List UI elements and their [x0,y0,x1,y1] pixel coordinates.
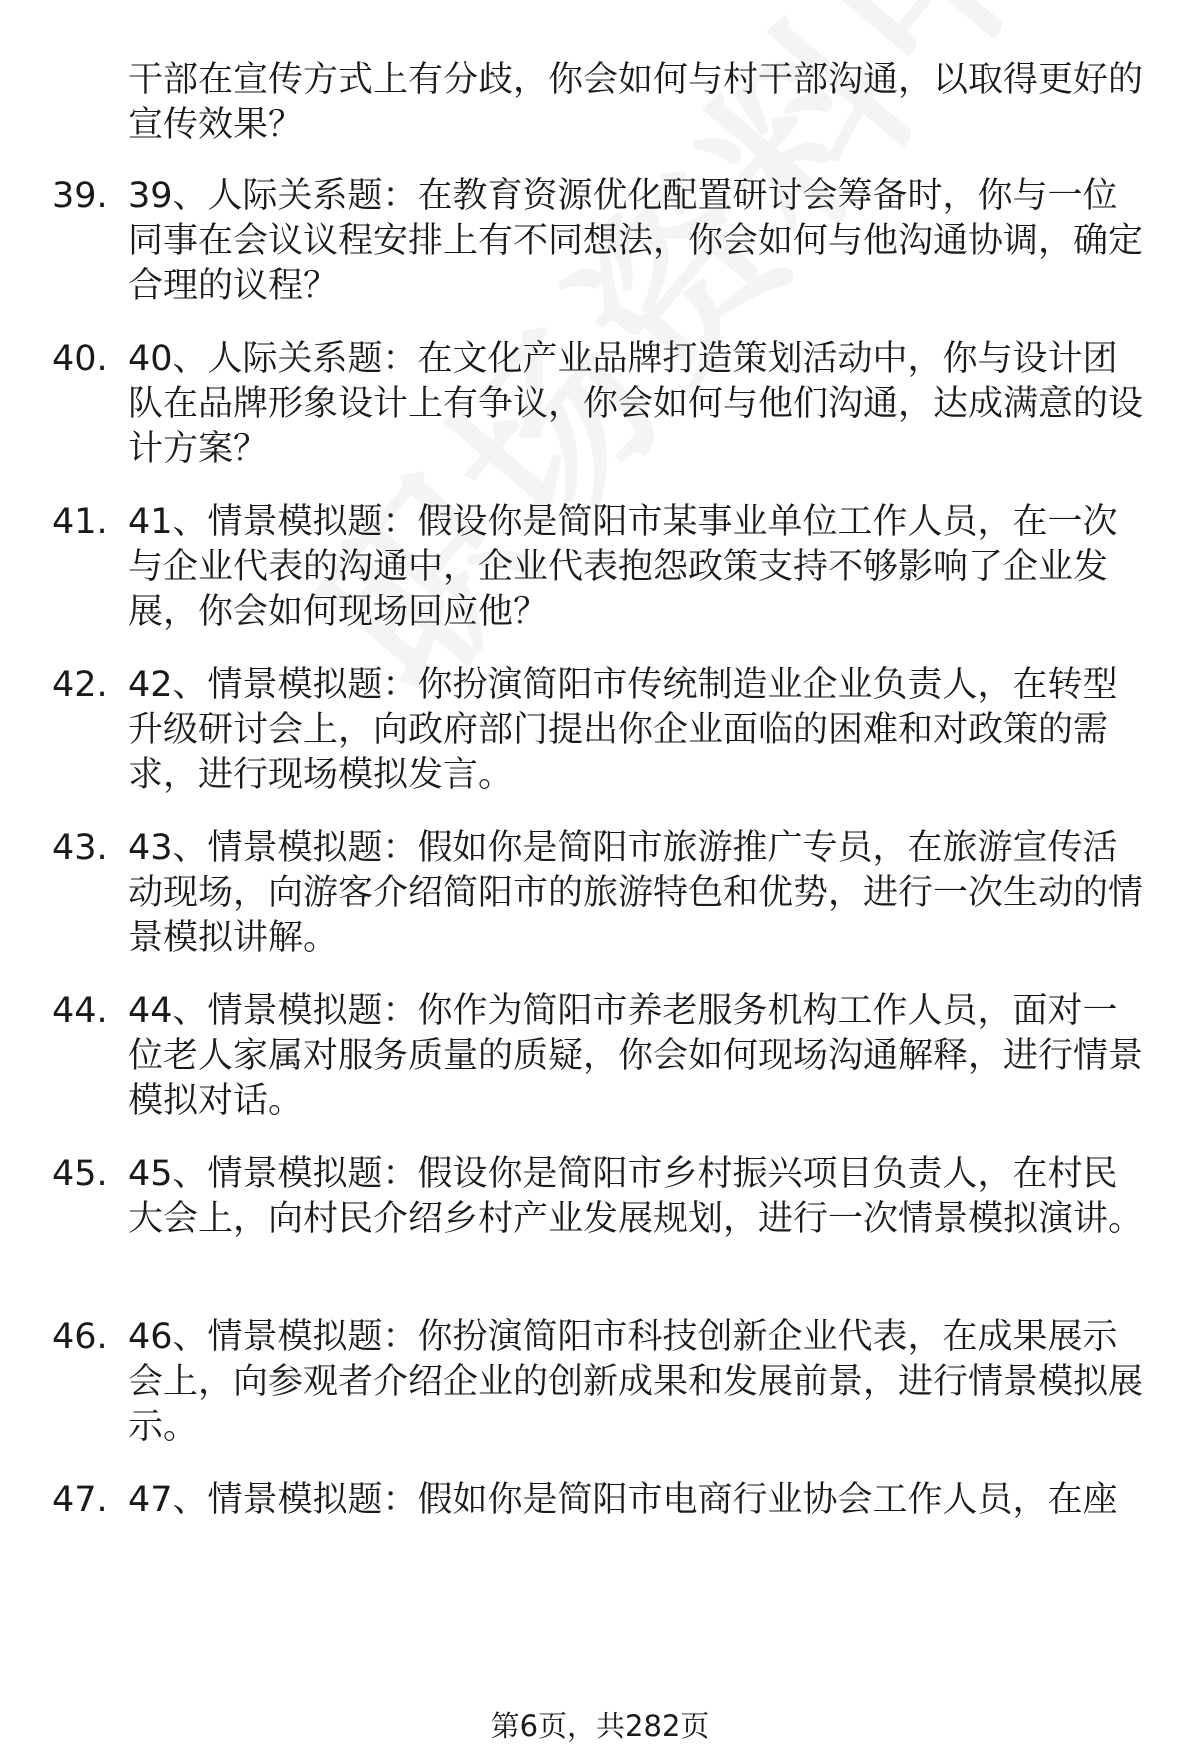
list-item-number: 45. [52,1154,108,1194]
list-item-number: 41. [52,502,108,542]
list-item-text: 43、情景模拟题：假如你是简阳市旅游推广专员，在旅游宣传活动现场，向游客介绍简阳市的旅游特色和优势，进行一次生动的情景模拟讲解。 [128,828,1144,958]
list-item-text: 46、情景模拟题：你扮演简阳市科技创新企业代表，在成果展示会上，向参观者介绍企业的创新成果和发展前景，进行情景模拟展示。 [128,1317,1144,1447]
list-item-text: 39、人际关系题：在教育资源优化配置研讨会筹备时，你与一位同事在会议议程安排上有不同想法，你会如何与他沟通协调，确定合理的议程？ [128,176,1144,306]
list-item-number: 43. [52,828,108,868]
list-item-number: 39. [52,176,108,216]
list-item-text: 40、人际关系题：在文化产业品牌打造策划活动中，你与设计团队在品牌形象设计上有争议，你会如何与他们沟通，达成满意的设计方案？ [128,339,1144,469]
list-item-number: 42. [52,665,108,705]
list-item-number: 46. [52,1317,108,1357]
list-item-text: 44、情景模拟题：你作为简阳市养老服务机构工作人员，面对一位老人家属对服务质量的质疑，你会如何现场沟通解释，进行情景模拟对话。 [128,991,1144,1121]
page-footer: 第6页，共282页 [490,1709,710,1743]
list-item-text: 42、情景模拟题：你扮演简阳市传统制造业企业负责人，在转型升级研讨会上，向政府部门提出你企业面临的困难和对政策的需求，进行现场模拟发言。 [128,665,1118,795]
list-item-text: 41、情景模拟题：假设你是简阳市某事业单位工作人员，在一次与企业代表的沟通中，企业代表抱怨政策支持不够影响了企业发展，你会如何现场回应他？ [128,502,1118,632]
continuation-paragraph: 干部在宣传方式上有分歧，你会如何与村干部沟通，以取得更好的宣传效果？ [128,60,1144,145]
list-item-text: 45、情景模拟题：假设你是简阳市乡村振兴项目负责人，在村民大会上，向村民介绍乡村产业发展规划，进行一次情景模拟演讲。 [128,1154,1144,1239]
list-item-number: 47. [52,1480,108,1520]
list-item-number: 44. [52,991,108,1031]
list-item-text: 47、情景模拟题：假如你是简阳市电商行业协会工作人员，在座 [128,1480,1118,1520]
list-item-number: 40. [52,339,108,379]
